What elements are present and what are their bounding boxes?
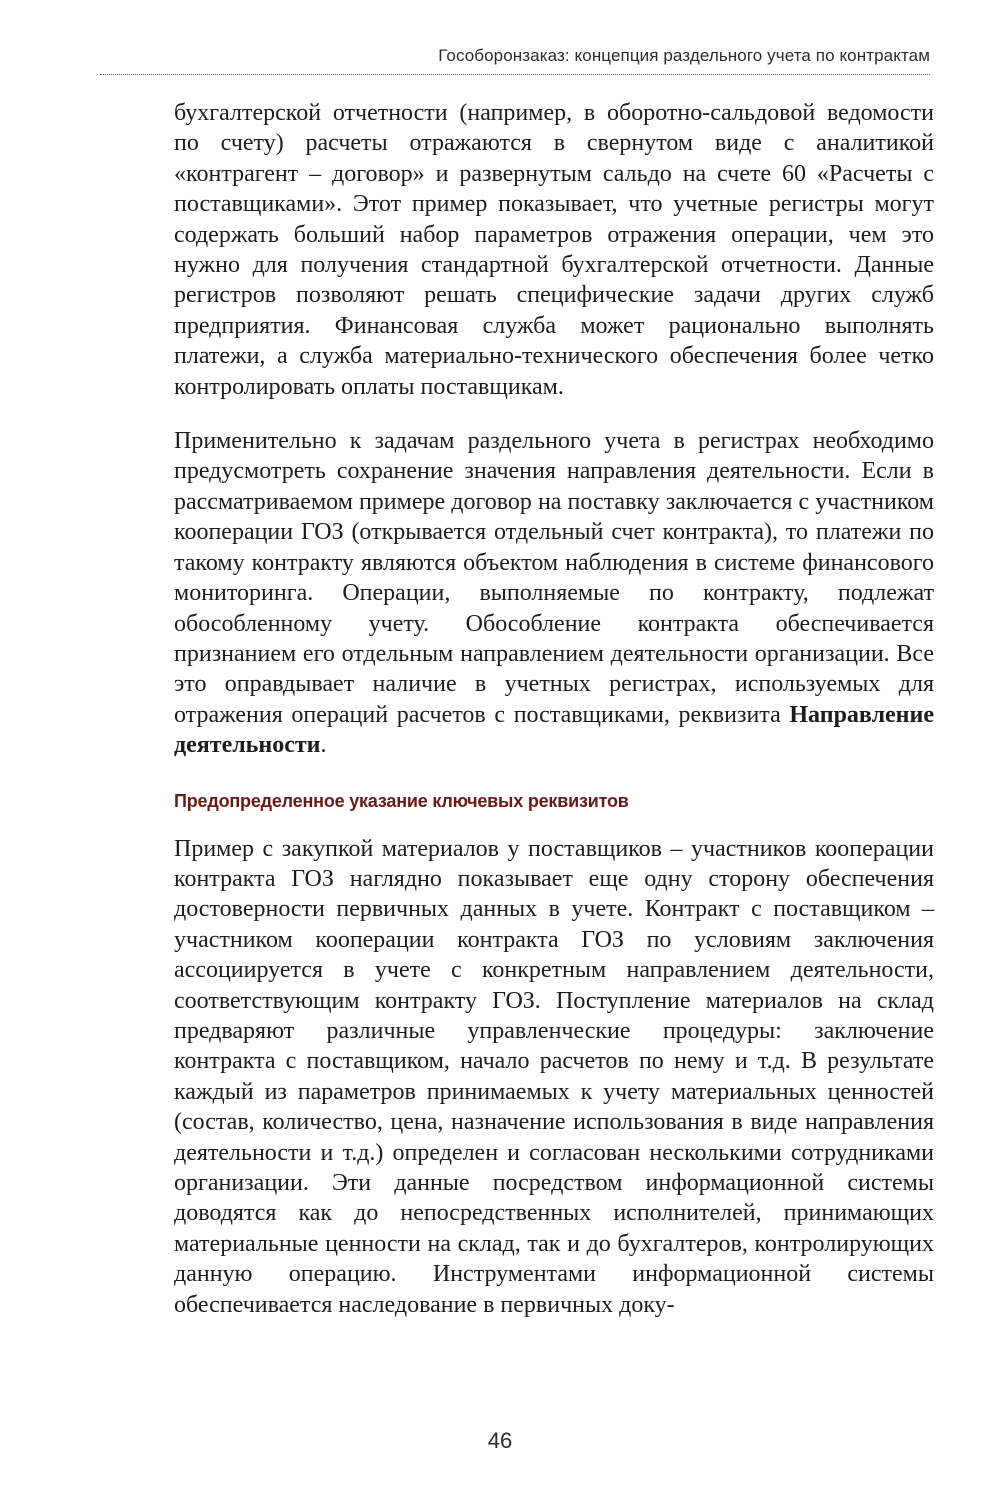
page-number: 46	[487, 1428, 513, 1453]
paragraph-2-text: Применительно к задачам раздельного учета в регистрах необходимо предусмотреть сохранение значения направления деятельности. Если в рассматриваемом примере договор на поставку заключается с участником кооперации ГОЗ (открывается отдельный счет контракта), то платежи по такому контракту являются объектом наблюдения в системе финансового мониторинга. Операции, выполняемые по контракту, подлежат обособленному учету. Обособление контракта обеспечивается признанием его отдельным направлением деятельности организации. Все это оправдывает наличие в учетных регистрах, используемых для отражения операций расчетов с поставщиками, реквизита	[174, 428, 934, 728]
paragraph-2-end: .	[320, 732, 327, 759]
paragraph-2-bold-term: Направление деятельности	[174, 701, 934, 759]
header-divider	[100, 74, 930, 75]
paragraph-3: Пример с закупкой материалов у поставщиков – участников кооперации контракта ГОЗ наглядно показывает еще одну сторону обеспечения достоверности первичных данных в учете. Контракт с поставщиком – участником кооперации контракта ГОЗ по условиям заключения ассоциируется в учете с конкретным направлением деятельности, соответствующим контракту ГОЗ. Поступление материалов на склад предваряют различные управленческие процедуры: заключение контракта с поставщиком, начало расчетов по нему и т.д. В результате каждый из параметров принимаемых к учету материальных ценностей (состав, количество, цена, назначение использования в виде направления деятельности и т.д.) определен и согласован несколькими сотрудниками организации. Эти данные посредством информационной системы доводятся как до непосредственных исполнителей, принимающих материальные ценности на склад, так и до бухгалтеров, контролирующих данную операцию. Инструментами информационной системы обеспечивается наследование в первичных доку-	[174, 835, 934, 1318]
paragraph-2	[174, 426, 934, 760]
section-subheading: Предопределенное указание ключевых реквизитов	[174, 790, 629, 811]
running-header: Гособоронзаказ: концепция раздельного учета по контрактам	[438, 46, 930, 65]
body-text	[174, 98, 934, 1320]
paragraph-1: бухгалтерской отчетности (например, в оборотно-сальдовой ведомости по счету) расчеты отражаются в свернутом виде с аналитикой «контрагент – договор» и развернутым сальдо на счете 60 «Расчеты с поставщиками». Этот пример показывает, что учетные регистры могут содержать больший набор параметров отражения операции, чем это нужно для получения стандартной бухгалтерской отчетности. Данные регистров позволяют решать специфические задачи других служб предприятия. Финансовая служба может рационально выполнять платежи, а служба материально-технического обеспечения более четко контролировать оплаты поставщикам.	[174, 100, 934, 400]
paragraph-gap	[174, 402, 934, 426]
